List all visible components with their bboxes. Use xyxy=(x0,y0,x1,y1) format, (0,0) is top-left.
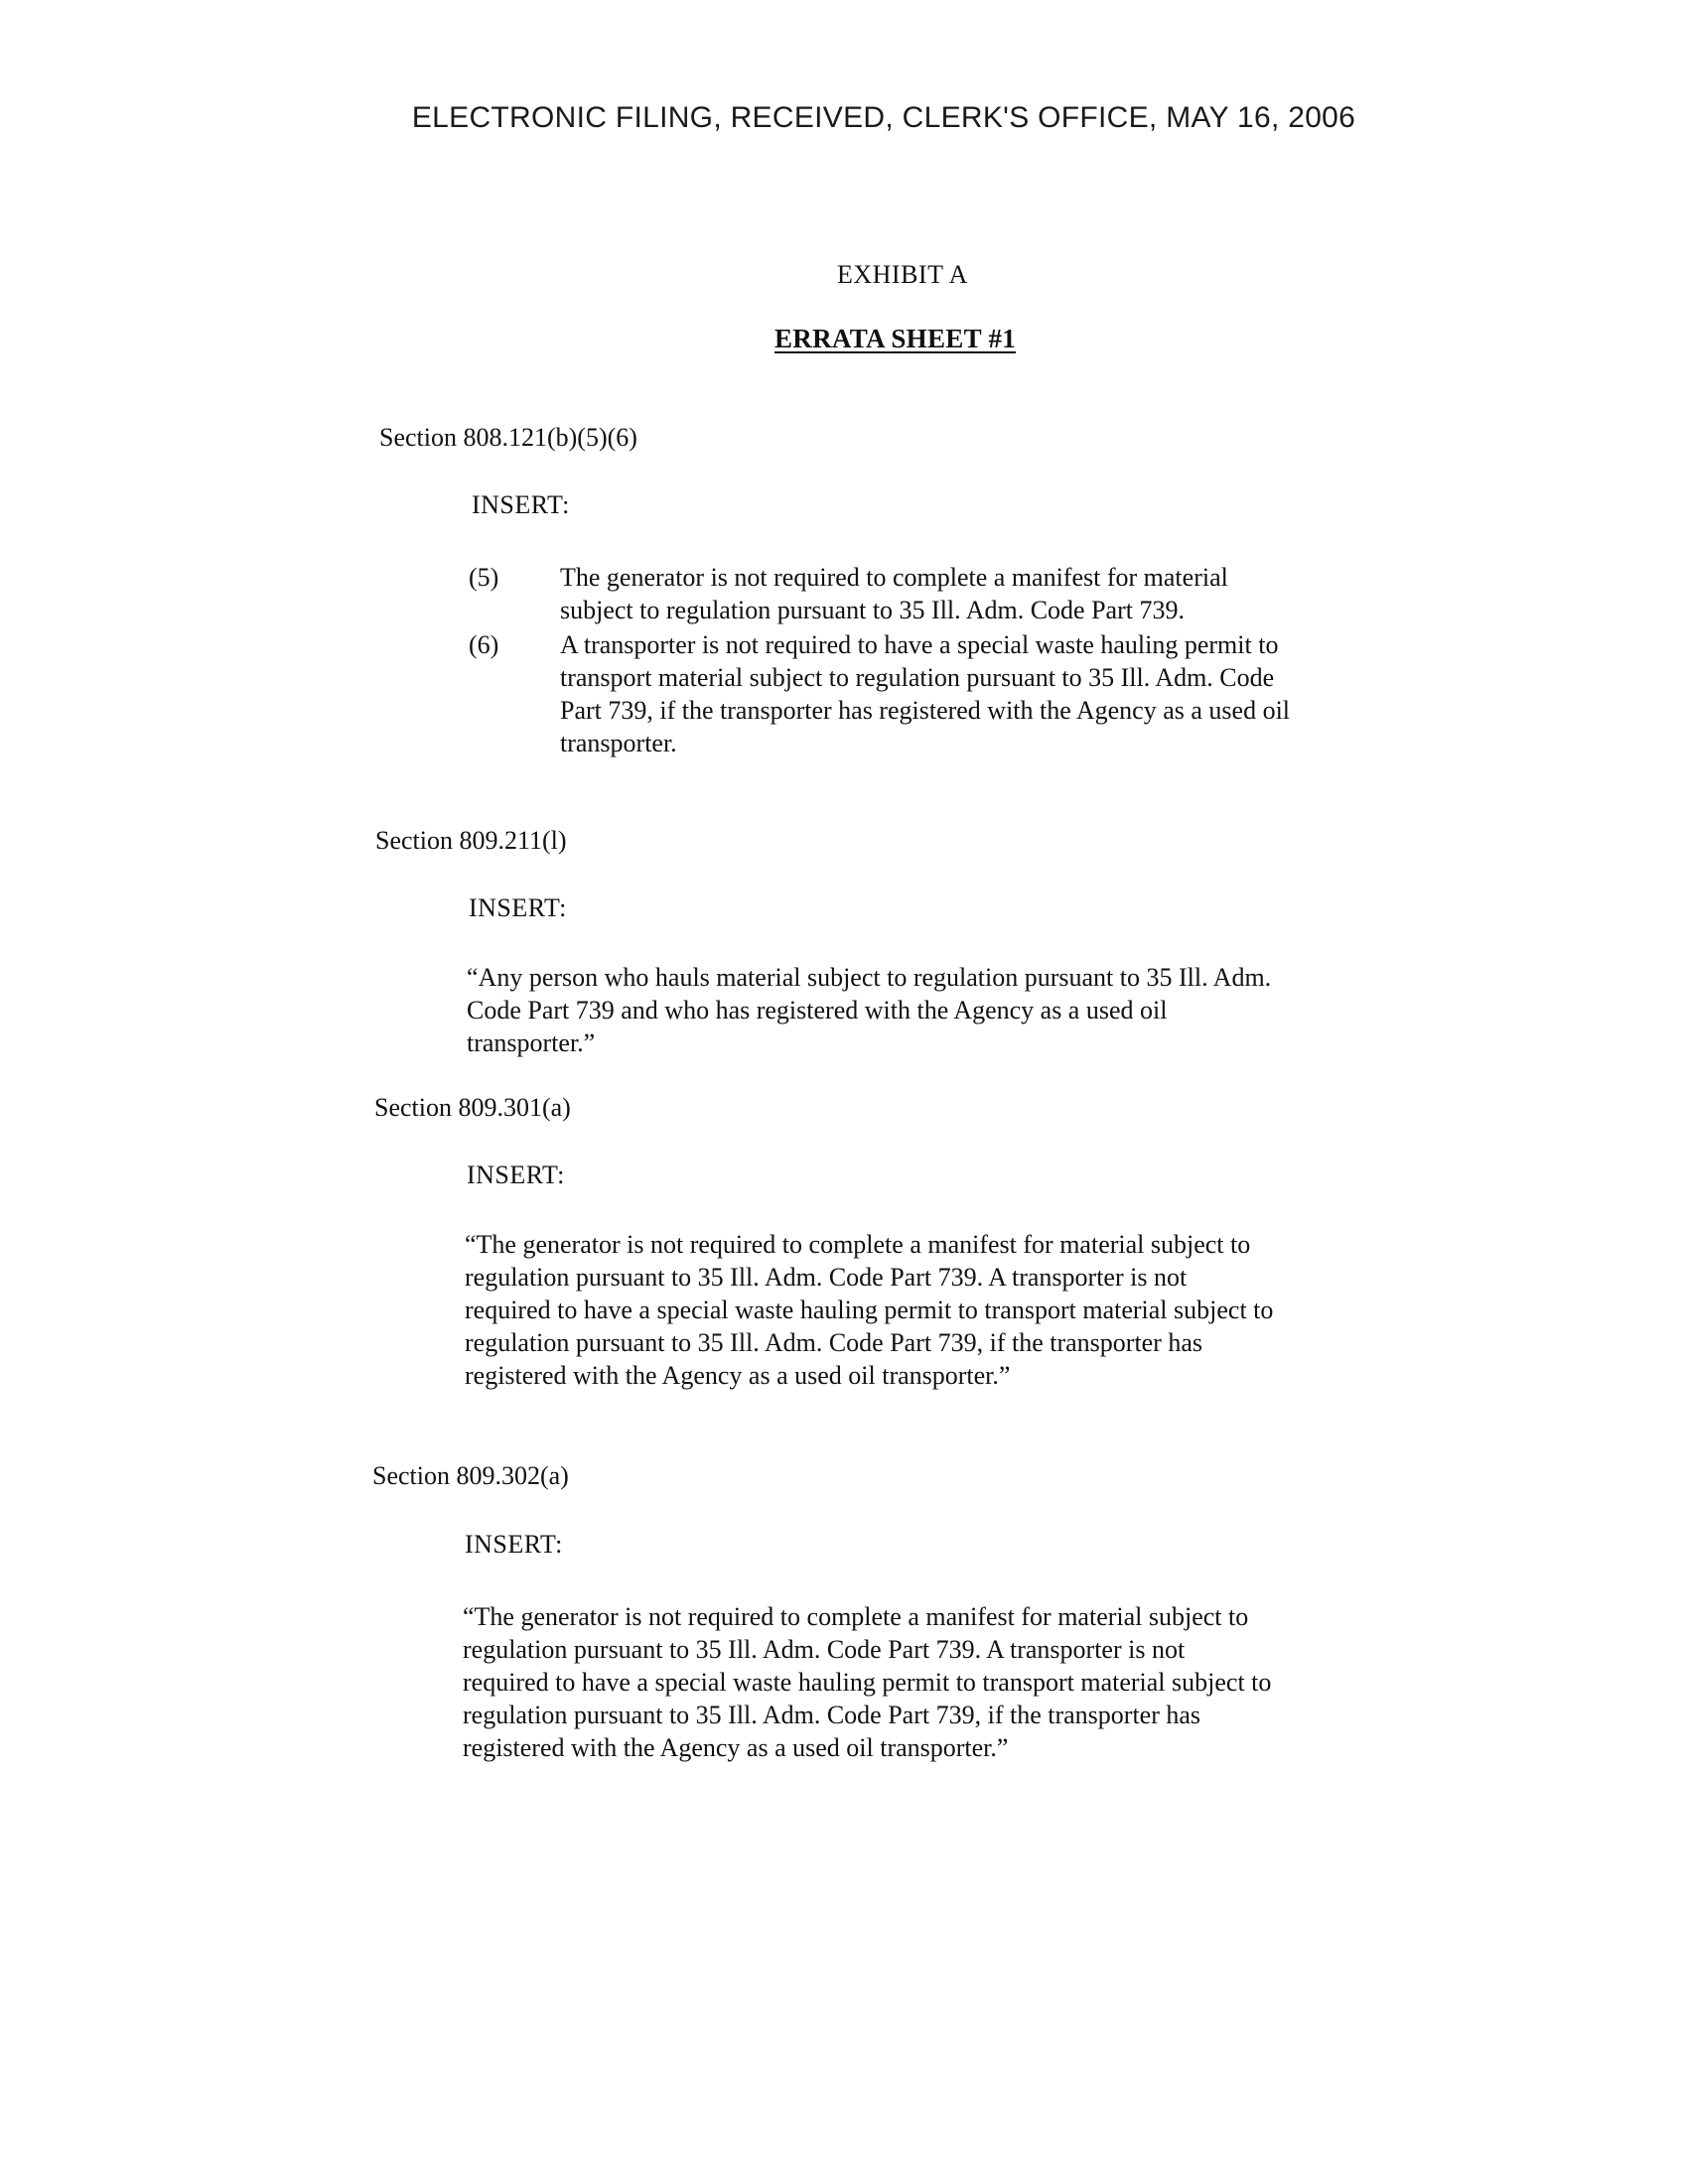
text-line: registered with the Agency as a used oil transporter.” xyxy=(465,1361,1011,1390)
errata-sheet-title: ERRATA SHEET #1 xyxy=(774,324,1017,353)
section-heading-809-301: Section 809.301(a) xyxy=(374,1093,571,1122)
insert-label: INSERT: xyxy=(465,1530,563,1559)
insert-label: INSERT: xyxy=(472,490,570,519)
item-text xyxy=(560,628,1454,759)
text-line: transporter.” xyxy=(467,1028,596,1057)
text-line: “The generator is not required to complete a manifest for material subject to xyxy=(465,1230,1251,1259)
text-line: subject to regulation pursuant to 35 Ill. Adm. Code Part 739. xyxy=(560,596,1185,624)
text-line: transporter. xyxy=(560,729,677,757)
text-line: regulation pursuant to 35 Ill. Adm. Code Part 739. A transporter is not xyxy=(463,1635,1186,1664)
text-line: regulation pursuant to 35 Ill. Adm. Code Part 739, if the transporter has xyxy=(465,1328,1203,1357)
section-heading-809-211: Section 809.211(l) xyxy=(375,826,567,855)
insert-label: INSERT: xyxy=(469,893,567,922)
exhibit-title: EXHIBIT A xyxy=(837,260,968,289)
insert-paragraph xyxy=(465,1228,1273,1392)
text-line: transport material subject to regulation pursuant to 35 Ill. Adm. Code xyxy=(560,663,1275,692)
text-line: “The generator is not required to complete a manifest for material subject to xyxy=(463,1602,1249,1631)
insert-paragraph xyxy=(463,1600,1271,1764)
text-line: regulation pursuant to 35 Ill. Adm. Code Part 739, if the transporter has xyxy=(463,1701,1201,1729)
text-line: A transporter is not required to have a special waste hauling permit to xyxy=(560,630,1279,659)
text-line: registered with the Agency as a used oil transporter.” xyxy=(463,1733,1009,1762)
text-line: The generator is not required to complete a manifest for material xyxy=(560,563,1228,592)
filing-stamp-header: ELECTRONIC FILING, RECEIVED, CLERK'S OFFICE, MAY 16, 2006 xyxy=(411,101,1356,134)
text-line: Code Part 739 and who has registered with the Agency as a used oil xyxy=(467,996,1168,1024)
text-line: Part 739, if the transporter has registered with the Agency as a used oil xyxy=(560,696,1291,725)
text-line: “Any person who hauls material subject to regulation pursuant to 35 Ill. Adm. xyxy=(467,963,1272,992)
section-heading-809-302: Section 809.302(a) xyxy=(372,1461,569,1490)
insert-paragraph xyxy=(467,961,1271,1059)
section-heading-808-121: Section 808.121(b)(5)(6) xyxy=(379,423,637,452)
item-number: (5) xyxy=(469,563,499,592)
text-line: required to have a special waste hauling permit to transport material subject to xyxy=(465,1296,1274,1324)
text-line: regulation pursuant to 35 Ill. Adm. Code Part 739. A transporter is not xyxy=(465,1263,1188,1292)
item-number: (6) xyxy=(469,630,499,659)
insert-label: INSERT: xyxy=(467,1160,565,1189)
item-text xyxy=(560,561,1454,626)
text-line: required to have a special waste hauling permit to transport material subject to xyxy=(463,1668,1272,1697)
